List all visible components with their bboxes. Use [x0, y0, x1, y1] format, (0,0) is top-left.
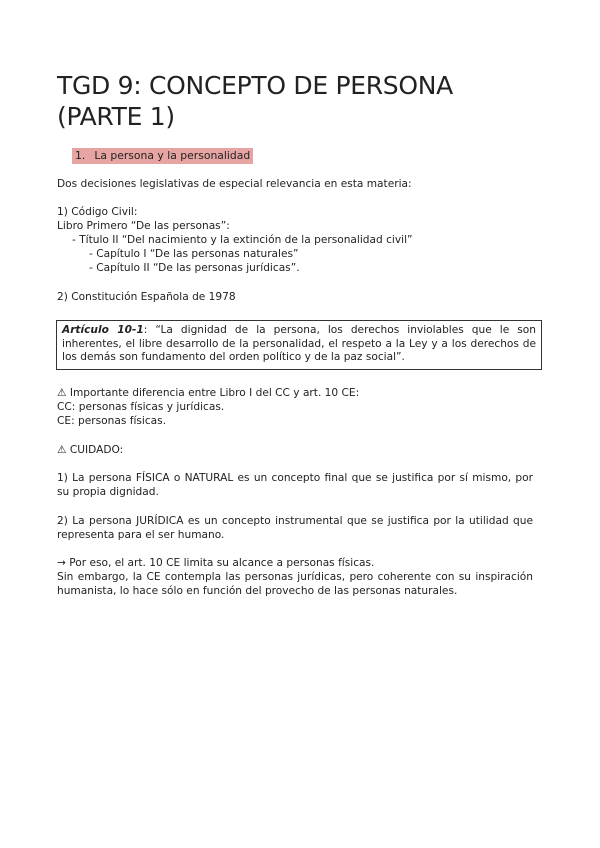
fisica-pre: 1) La persona	[57, 472, 136, 484]
articulo-text: : “La dignidad de la persona, los derechos inviolables que le son inherentes, el libre desarrollo de la personalidad, el respeto a la Ley y a los derechos de los demás son fundamento del orden político y de la paz social”.	[62, 324, 536, 363]
conclusion-line-1: → Por eso, el art. 10 CE limita su alcance a personas físicas.	[57, 557, 375, 569]
section-number: 1.	[75, 149, 86, 162]
constitucion-header: 2) Constitución Española de 1978	[57, 291, 236, 303]
persona-fisica-paragraph	[57, 472, 533, 499]
page-title	[57, 70, 557, 132]
codigo-civil-header: 1) Código Civil:	[57, 206, 138, 218]
diferencia-line-1: ⚠ Importante diferencia entre Libro I del CC y art. 10 CE:	[57, 387, 360, 399]
titulo-ii: - Título II “Del nacimiento y la extinción de la personalidad civil”	[72, 234, 413, 246]
juridica-emphasis: JURÍDICA	[136, 515, 184, 527]
cuidado-label: ⚠ CUIDADO:	[57, 444, 124, 456]
diferencia-line-2: CC: personas físicas y jurídicas.	[57, 401, 225, 413]
section-heading-label: La persona y la personalidad	[94, 149, 251, 162]
libro-primero: Libro Primero “De las personas”:	[57, 220, 230, 232]
persona-juridica-paragraph	[57, 515, 533, 542]
conclusion-paragraph: Sin embargo, la CE contempla las personas jurídicas, pero coherente con su inspiración humanista, lo hace sólo en función del provecho de las personas naturales.	[57, 571, 533, 597]
articulo-box	[56, 320, 542, 370]
juridica-post: es un concepto instrumental que se justifica por la utilidad que representa para el ser humano.	[57, 515, 533, 541]
title-line-1: TGD 9: CONCEPTO DE PERSONA	[57, 71, 453, 100]
juridica-pre: 2) La persona	[57, 515, 137, 527]
articulo-label: Artículo 10-1	[62, 324, 144, 336]
title-line-2: (PARTE 1)	[57, 102, 175, 131]
fisica-post: es un concepto final que se justifica por sí mismo, por su propia dignidad.	[57, 472, 533, 498]
capitulo-ii: - Capítulo II “De las personas jurídicas”.	[89, 262, 300, 274]
section-heading	[72, 148, 253, 164]
diferencia-line-3: CE: personas físicas.	[57, 415, 167, 427]
intro-text: Dos decisiones legislativas de especial relevancia en esta materia:	[57, 178, 412, 190]
fisica-emphasis: FÍSICA o NATURAL	[135, 472, 234, 484]
capitulo-i: - Capítulo I “De las personas naturales”	[89, 248, 299, 260]
